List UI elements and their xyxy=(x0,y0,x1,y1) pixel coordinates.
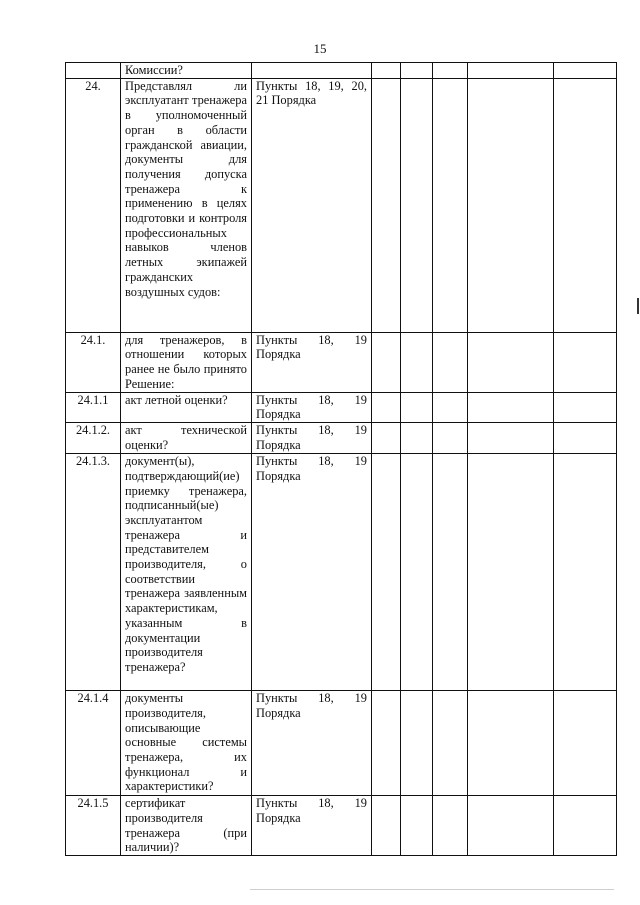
answer-yes-cell[interactable] xyxy=(372,63,401,79)
answer-na-cell[interactable] xyxy=(433,423,468,454)
answer-no-cell[interactable] xyxy=(401,332,433,392)
row-number-cell: 24.1.5 xyxy=(66,796,121,856)
row-number-cell: 24.1.3. xyxy=(66,454,121,691)
answer-no-cell[interactable] xyxy=(401,454,433,691)
row-number-cell: 24.1.4 xyxy=(66,691,121,796)
answer-na-cell[interactable] xyxy=(433,332,468,392)
answer-na-cell[interactable] xyxy=(433,691,468,796)
page-number: 15 xyxy=(313,41,327,56)
reference-cell xyxy=(252,63,372,79)
answer-yes-cell[interactable] xyxy=(372,691,401,796)
question-cell: Представлял ли эксплуатант тренажера в уполномоченный орган в области гражданской авиации, документы для получения допуска тренажера к применению в целях подготовки и контроля профессиональных навыков членов летных экипажей гражданских воздушных судов: xyxy=(121,78,252,332)
question-cell: Комиссии? xyxy=(121,63,252,79)
answer-na-cell[interactable] xyxy=(433,78,468,332)
table-row xyxy=(66,796,617,856)
note-cell[interactable] xyxy=(554,63,617,79)
answer-na-cell[interactable] xyxy=(433,392,468,422)
checklist-table xyxy=(65,62,617,856)
table-row xyxy=(66,63,617,79)
reference-cell: Пункты 18, 19 Порядка xyxy=(252,454,372,691)
answer-no-cell[interactable] xyxy=(401,63,433,79)
row-number-cell: 24. xyxy=(66,78,121,332)
note-cell[interactable] xyxy=(554,78,617,332)
table-row xyxy=(66,78,617,332)
table-row xyxy=(66,454,617,691)
scan-edge-mark xyxy=(637,298,639,314)
question-cell: для тренажеров, в отношении которых ранее не было принято Решение: xyxy=(121,332,252,392)
evidence-cell[interactable] xyxy=(468,78,554,332)
table-row xyxy=(66,691,617,796)
reference-cell: Пункты 18, 19 Порядка xyxy=(252,691,372,796)
answer-yes-cell[interactable] xyxy=(372,78,401,332)
answer-no-cell[interactable] xyxy=(401,78,433,332)
answer-no-cell[interactable] xyxy=(401,392,433,422)
evidence-cell[interactable] xyxy=(468,454,554,691)
evidence-cell[interactable] xyxy=(468,423,554,454)
answer-yes-cell[interactable] xyxy=(372,454,401,691)
question-cell: документы производителя, описывающие основные системы тренажера, их функционал и характеристики? xyxy=(121,691,252,796)
question-cell: акт технической оценки? xyxy=(121,423,252,454)
reference-cell: Пункты 18, 19 Порядка xyxy=(252,392,372,422)
answer-yes-cell[interactable] xyxy=(372,332,401,392)
reference-cell: Пункты 18, 19 Порядка xyxy=(252,796,372,856)
note-cell[interactable] xyxy=(554,796,617,856)
table-row xyxy=(66,332,617,392)
answer-na-cell[interactable] xyxy=(433,454,468,691)
note-cell[interactable] xyxy=(554,691,617,796)
evidence-cell[interactable] xyxy=(468,63,554,79)
answer-na-cell[interactable] xyxy=(433,63,468,79)
table-row xyxy=(66,392,617,422)
answer-no-cell[interactable] xyxy=(401,691,433,796)
note-cell[interactable] xyxy=(554,392,617,422)
note-cell[interactable] xyxy=(554,454,617,691)
table-row xyxy=(66,423,617,454)
reference-cell: Пункты 18, 19, 20, 21 Порядка xyxy=(252,78,372,332)
question-cell: сертификат производителя тренажера (при наличии)? xyxy=(121,796,252,856)
evidence-cell[interactable] xyxy=(468,796,554,856)
note-cell[interactable] xyxy=(554,332,617,392)
evidence-cell[interactable] xyxy=(468,392,554,422)
answer-yes-cell[interactable] xyxy=(372,392,401,422)
row-number-cell xyxy=(66,63,121,79)
note-cell[interactable] xyxy=(554,423,617,454)
evidence-cell[interactable] xyxy=(468,332,554,392)
reference-cell: Пункты 18, 19 Порядка xyxy=(252,332,372,392)
answer-yes-cell[interactable] xyxy=(372,796,401,856)
evidence-cell[interactable] xyxy=(468,691,554,796)
answer-na-cell[interactable] xyxy=(433,796,468,856)
row-number-cell: 24.1. xyxy=(66,332,121,392)
question-cell: акт летной оценки? xyxy=(121,392,252,422)
answer-no-cell[interactable] xyxy=(401,423,433,454)
row-number-cell: 24.1.2. xyxy=(66,423,121,454)
answer-no-cell[interactable] xyxy=(401,796,433,856)
scan-bottom-line xyxy=(250,889,614,890)
answer-yes-cell[interactable] xyxy=(372,423,401,454)
question-cell: документ(ы), подтверждающий(ие) приемку тренажера, подписанный(ые) эксплуатантом тренажера и представителем производителя, о соответствии тренажера заявленным характеристикам, указанным в документации производителя тренажера? xyxy=(121,454,252,691)
row-number-cell: 24.1.1 xyxy=(66,392,121,422)
reference-cell: Пункты 18, 19 Порядка xyxy=(252,423,372,454)
